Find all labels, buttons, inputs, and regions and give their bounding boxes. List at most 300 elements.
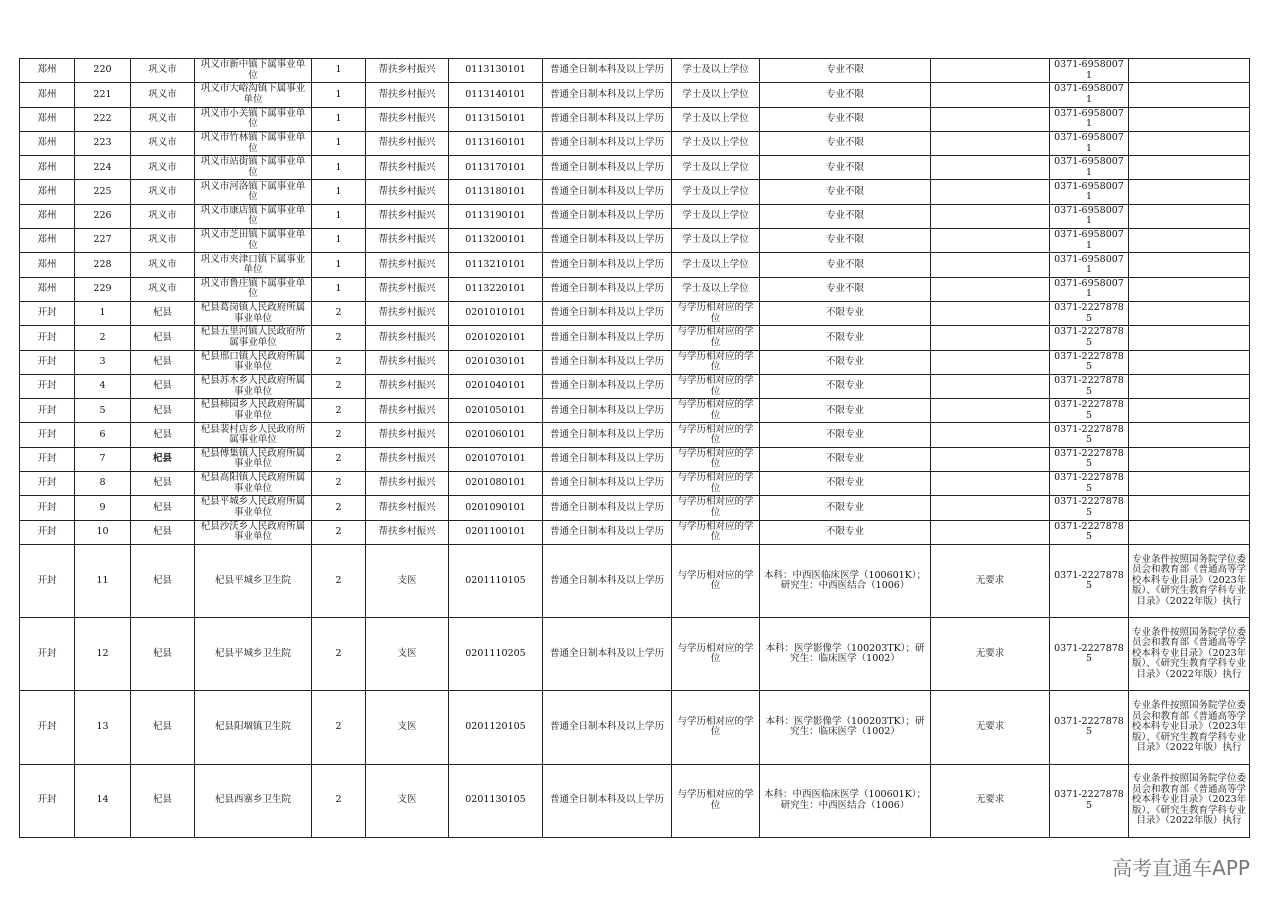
cell-unit: 杞县裴村店乡人民政府所属事业单位 bbox=[195, 423, 312, 447]
cell-count: 1 bbox=[312, 180, 366, 204]
cell-degree: 与学历相对应的学位 bbox=[672, 544, 760, 617]
cell-edu: 普通全日制本科及以上学历 bbox=[543, 520, 672, 544]
cell-category: 帮扶乡村振兴 bbox=[366, 107, 449, 131]
cell-major: 不限专业 bbox=[760, 447, 931, 471]
cell-no: 227 bbox=[75, 229, 131, 253]
cell-req bbox=[931, 520, 1050, 544]
cell-county: 巩义市 bbox=[131, 131, 195, 155]
cell-edu: 普通全日制本科及以上学历 bbox=[543, 764, 672, 837]
cell-category: 帮扶乡村振兴 bbox=[366, 301, 449, 325]
cell-code: 0113130101 bbox=[449, 59, 543, 83]
cell-code: 0201060101 bbox=[449, 423, 543, 447]
cell-edu: 普通全日制本科及以上学历 bbox=[543, 131, 672, 155]
cell-no: 222 bbox=[75, 107, 131, 131]
cell-req bbox=[931, 59, 1050, 83]
cell-phone: 0371-69580071 bbox=[1050, 204, 1129, 228]
cell-req bbox=[931, 326, 1050, 350]
cell-code: 0201110205 bbox=[449, 618, 543, 691]
cell-edu: 普通全日制本科及以上学历 bbox=[543, 618, 672, 691]
cell-req bbox=[931, 277, 1050, 301]
cell-edu: 普通全日制本科及以上学历 bbox=[543, 83, 672, 107]
cell-phone: 0371-22278785 bbox=[1050, 764, 1129, 837]
table-row bbox=[20, 447, 1250, 471]
cell-count: 2 bbox=[312, 520, 366, 544]
cell-category: 帮扶乡村振兴 bbox=[366, 229, 449, 253]
cell-category: 帮扶乡村振兴 bbox=[366, 399, 449, 423]
cell-count: 2 bbox=[312, 618, 366, 691]
cell-no: 10 bbox=[75, 520, 131, 544]
cell-count: 2 bbox=[312, 374, 366, 398]
cell-category: 帮扶乡村振兴 bbox=[366, 423, 449, 447]
cell-req: 无要求 bbox=[931, 544, 1050, 617]
cell-phone: 0371-22278785 bbox=[1050, 496, 1129, 520]
table-row bbox=[20, 107, 1250, 131]
cell-req bbox=[931, 131, 1050, 155]
cell-unit: 巩义市芝田镇下属事业单位 bbox=[195, 229, 312, 253]
cell-county: 杞县 bbox=[131, 326, 195, 350]
cell-edu: 普通全日制本科及以上学历 bbox=[543, 253, 672, 277]
cell-county: 巩义市 bbox=[131, 253, 195, 277]
cell-code: 0113200101 bbox=[449, 229, 543, 253]
cell-count: 2 bbox=[312, 472, 366, 496]
cell-county: 杞县 bbox=[131, 472, 195, 496]
cell-county: 巩义市 bbox=[131, 156, 195, 180]
cell-city: 郑州 bbox=[20, 277, 75, 301]
cell-no: 3 bbox=[75, 350, 131, 374]
cell-code: 0201050101 bbox=[449, 399, 543, 423]
cell-req bbox=[931, 229, 1050, 253]
cell-code: 0113180101 bbox=[449, 180, 543, 204]
cell-phone: 0371-69580071 bbox=[1050, 107, 1129, 131]
cell-code: 0201070101 bbox=[449, 447, 543, 471]
cell-edu: 普通全日制本科及以上学历 bbox=[543, 229, 672, 253]
cell-unit: 杞县阳堌镇卫生院 bbox=[195, 691, 312, 764]
cell-note bbox=[1129, 107, 1250, 131]
cell-edu: 普通全日制本科及以上学历 bbox=[543, 350, 672, 374]
cell-category: 帮扶乡村振兴 bbox=[366, 180, 449, 204]
cell-category: 帮扶乡村振兴 bbox=[366, 204, 449, 228]
cell-req bbox=[931, 350, 1050, 374]
cell-note bbox=[1129, 156, 1250, 180]
cell-note bbox=[1129, 59, 1250, 83]
cell-unit: 巩义市河洛镇下属事业单位 bbox=[195, 180, 312, 204]
cell-category: 支医 bbox=[366, 618, 449, 691]
cell-city: 郑州 bbox=[20, 229, 75, 253]
cell-county: 杞县 bbox=[131, 496, 195, 520]
cell-note bbox=[1129, 180, 1250, 204]
cell-phone: 0371-22278785 bbox=[1050, 423, 1129, 447]
cell-county: 杞县 bbox=[131, 544, 195, 617]
cell-degree: 与学历相对应的学位 bbox=[672, 326, 760, 350]
cell-edu: 普通全日制本科及以上学历 bbox=[543, 544, 672, 617]
cell-note bbox=[1129, 423, 1250, 447]
table-row bbox=[20, 374, 1250, 398]
cell-major: 不限专业 bbox=[760, 350, 931, 374]
cell-req bbox=[931, 496, 1050, 520]
cell-code: 0201030101 bbox=[449, 350, 543, 374]
cell-major: 不限专业 bbox=[760, 374, 931, 398]
cell-major: 不限专业 bbox=[760, 326, 931, 350]
cell-city: 开封 bbox=[20, 496, 75, 520]
cell-unit: 巩义市大峪沟镇下属事业单位 bbox=[195, 83, 312, 107]
table-row bbox=[20, 156, 1250, 180]
cell-unit: 巩义市康店镇下属事业单位 bbox=[195, 204, 312, 228]
cell-major: 不限专业 bbox=[760, 423, 931, 447]
cell-category: 帮扶乡村振兴 bbox=[366, 520, 449, 544]
cell-degree: 与学历相对应的学位 bbox=[672, 423, 760, 447]
cell-note bbox=[1129, 447, 1250, 471]
cell-major: 专业不限 bbox=[760, 107, 931, 131]
cell-category: 帮扶乡村振兴 bbox=[366, 131, 449, 155]
cell-code: 0201090101 bbox=[449, 496, 543, 520]
table-row bbox=[20, 520, 1250, 544]
cell-county: 杞县 bbox=[131, 691, 195, 764]
cell-city: 开封 bbox=[20, 326, 75, 350]
cell-degree: 与学历相对应的学位 bbox=[672, 691, 760, 764]
cell-category: 帮扶乡村振兴 bbox=[366, 156, 449, 180]
cell-unit: 杞县苏木乡人民政府所属事业单位 bbox=[195, 374, 312, 398]
cell-note bbox=[1129, 229, 1250, 253]
cell-county: 巩义市 bbox=[131, 59, 195, 83]
cell-degree: 与学历相对应的学位 bbox=[672, 520, 760, 544]
cell-degree: 学士及以上学位 bbox=[672, 83, 760, 107]
cell-unit: 巩义市新中镇下属事业单位 bbox=[195, 59, 312, 83]
cell-phone: 0371-69580071 bbox=[1050, 156, 1129, 180]
cell-phone: 0371-22278785 bbox=[1050, 618, 1129, 691]
table-row bbox=[20, 764, 1250, 837]
cell-category: 帮扶乡村振兴 bbox=[366, 350, 449, 374]
cell-unit: 杞县五里河镇人民政府所属事业单位 bbox=[195, 326, 312, 350]
cell-major: 专业不限 bbox=[760, 131, 931, 155]
cell-count: 2 bbox=[312, 423, 366, 447]
cell-unit: 巩义市鲁庄镇下属事业单位 bbox=[195, 277, 312, 301]
cell-note: 专业条件按照国务院学位委员会和教育部《普通高等学校本科专业目录》（2023年版）、《研究生教育学科专业目录》（2022年版）执行 bbox=[1129, 618, 1250, 691]
cell-county: 巩义市 bbox=[131, 107, 195, 131]
cell-degree: 学士及以上学位 bbox=[672, 156, 760, 180]
cell-major: 专业不限 bbox=[760, 204, 931, 228]
cell-major: 本科：中西医临床医学（100601K）；研究生：中西医结合（1006） bbox=[760, 764, 931, 837]
cell-code: 0113170101 bbox=[449, 156, 543, 180]
table-row bbox=[20, 180, 1250, 204]
cell-count: 1 bbox=[312, 277, 366, 301]
cell-phone: 0371-22278785 bbox=[1050, 301, 1129, 325]
cell-phone: 0371-22278785 bbox=[1050, 544, 1129, 617]
cell-county: 巩义市 bbox=[131, 204, 195, 228]
cell-edu: 普通全日制本科及以上学历 bbox=[543, 107, 672, 131]
cell-unit: 杞县葛岗镇人民政府所属事业单位 bbox=[195, 301, 312, 325]
cell-count: 1 bbox=[312, 131, 366, 155]
cell-no: 7 bbox=[75, 447, 131, 471]
cell-major: 本科：医学影像学（100203TK）；研究生：临床医学（1002） bbox=[760, 618, 931, 691]
cell-degree: 与学历相对应的学位 bbox=[672, 447, 760, 471]
cell-count: 2 bbox=[312, 496, 366, 520]
cell-category: 帮扶乡村振兴 bbox=[366, 496, 449, 520]
cell-county: 巩义市 bbox=[131, 180, 195, 204]
cell-city: 郑州 bbox=[20, 156, 75, 180]
cell-degree: 学士及以上学位 bbox=[672, 253, 760, 277]
cell-count: 2 bbox=[312, 326, 366, 350]
cell-code: 0201130105 bbox=[449, 764, 543, 837]
cell-req bbox=[931, 107, 1050, 131]
cell-note bbox=[1129, 520, 1250, 544]
cell-category: 支医 bbox=[366, 544, 449, 617]
cell-no: 12 bbox=[75, 618, 131, 691]
cell-phone: 0371-69580071 bbox=[1050, 59, 1129, 83]
cell-no: 6 bbox=[75, 423, 131, 447]
cell-city: 开封 bbox=[20, 447, 75, 471]
cell-edu: 普通全日制本科及以上学历 bbox=[543, 204, 672, 228]
watermark: 高考直通车APP bbox=[1112, 856, 1250, 880]
cell-major: 专业不限 bbox=[760, 277, 931, 301]
cell-no: 2 bbox=[75, 326, 131, 350]
cell-category: 支医 bbox=[366, 691, 449, 764]
cell-edu: 普通全日制本科及以上学历 bbox=[543, 301, 672, 325]
cell-county: 巩义市 bbox=[131, 229, 195, 253]
table-row bbox=[20, 472, 1250, 496]
cell-code: 0113210101 bbox=[449, 253, 543, 277]
cell-note bbox=[1129, 472, 1250, 496]
cell-no: 225 bbox=[75, 180, 131, 204]
cell-count: 2 bbox=[312, 447, 366, 471]
cell-phone: 0371-69580071 bbox=[1050, 83, 1129, 107]
cell-major: 不限专业 bbox=[760, 301, 931, 325]
cell-no: 228 bbox=[75, 253, 131, 277]
cell-count: 1 bbox=[312, 204, 366, 228]
cell-county: 杞县 bbox=[131, 520, 195, 544]
cell-code: 0113140101 bbox=[449, 83, 543, 107]
cell-category: 帮扶乡村振兴 bbox=[366, 374, 449, 398]
table-row bbox=[20, 544, 1250, 617]
cell-major: 专业不限 bbox=[760, 253, 931, 277]
cell-req: 无要求 bbox=[931, 764, 1050, 837]
cell-unit: 杞县沙沃乡人民政府所属事业单位 bbox=[195, 520, 312, 544]
cell-edu: 普通全日制本科及以上学历 bbox=[543, 423, 672, 447]
cell-unit: 杞县高阳镇人民政府所属事业单位 bbox=[195, 472, 312, 496]
cell-req bbox=[931, 156, 1050, 180]
cell-phone: 0371-22278785 bbox=[1050, 691, 1129, 764]
cell-degree: 与学历相对应的学位 bbox=[672, 472, 760, 496]
cell-city: 郑州 bbox=[20, 253, 75, 277]
cell-req bbox=[931, 399, 1050, 423]
cell-unit: 杞县平城乡卫生院 bbox=[195, 618, 312, 691]
table-row bbox=[20, 204, 1250, 228]
cell-count: 1 bbox=[312, 83, 366, 107]
cell-city: 开封 bbox=[20, 399, 75, 423]
cell-degree: 学士及以上学位 bbox=[672, 180, 760, 204]
cell-code: 0201110105 bbox=[449, 544, 543, 617]
cell-req: 无要求 bbox=[931, 691, 1050, 764]
cell-no: 13 bbox=[75, 691, 131, 764]
table-row bbox=[20, 326, 1250, 350]
cell-city: 开封 bbox=[20, 301, 75, 325]
table-row bbox=[20, 496, 1250, 520]
cell-req bbox=[931, 447, 1050, 471]
cell-count: 1 bbox=[312, 229, 366, 253]
cell-no: 226 bbox=[75, 204, 131, 228]
cell-req bbox=[931, 423, 1050, 447]
cell-note bbox=[1129, 350, 1250, 374]
cell-code: 0201010101 bbox=[449, 301, 543, 325]
table-row bbox=[20, 83, 1250, 107]
table-body bbox=[20, 59, 1250, 838]
table-row bbox=[20, 229, 1250, 253]
cell-phone: 0371-69580071 bbox=[1050, 131, 1129, 155]
cell-category: 帮扶乡村振兴 bbox=[366, 253, 449, 277]
cell-code: 0113150101 bbox=[449, 107, 543, 131]
cell-note bbox=[1129, 374, 1250, 398]
cell-note bbox=[1129, 204, 1250, 228]
cell-no: 5 bbox=[75, 399, 131, 423]
cell-category: 帮扶乡村振兴 bbox=[366, 277, 449, 301]
cell-no: 8 bbox=[75, 472, 131, 496]
cell-phone: 0371-69580071 bbox=[1050, 253, 1129, 277]
cell-degree: 与学历相对应的学位 bbox=[672, 496, 760, 520]
cell-degree: 学士及以上学位 bbox=[672, 59, 760, 83]
cell-major: 不限专业 bbox=[760, 496, 931, 520]
cell-unit: 杞县西寨乡卫生院 bbox=[195, 764, 312, 837]
cell-req bbox=[931, 180, 1050, 204]
cell-req bbox=[931, 253, 1050, 277]
table-row bbox=[20, 691, 1250, 764]
cell-unit: 巩义市站街镇下属事业单位 bbox=[195, 156, 312, 180]
cell-county: 杞县 bbox=[131, 764, 195, 837]
cell-county: 巩义市 bbox=[131, 277, 195, 301]
cell-city: 开封 bbox=[20, 544, 75, 617]
cell-degree: 与学历相对应的学位 bbox=[672, 764, 760, 837]
cell-req bbox=[931, 374, 1050, 398]
cell-code: 0113220101 bbox=[449, 277, 543, 301]
cell-unit: 巩义市夹津口镇下属事业单位 bbox=[195, 253, 312, 277]
cell-degree: 学士及以上学位 bbox=[672, 229, 760, 253]
cell-county: 杞县 bbox=[131, 374, 195, 398]
cell-phone: 0371-22278785 bbox=[1050, 520, 1129, 544]
cell-county: 杞县 bbox=[131, 447, 195, 471]
cell-count: 1 bbox=[312, 107, 366, 131]
cell-count: 1 bbox=[312, 59, 366, 83]
cell-count: 1 bbox=[312, 253, 366, 277]
cell-category: 帮扶乡村振兴 bbox=[366, 326, 449, 350]
cell-note bbox=[1129, 301, 1250, 325]
cell-note bbox=[1129, 496, 1250, 520]
cell-city: 开封 bbox=[20, 764, 75, 837]
cell-county: 杞县 bbox=[131, 399, 195, 423]
cell-req bbox=[931, 83, 1050, 107]
cell-city: 郑州 bbox=[20, 204, 75, 228]
cell-degree: 与学历相对应的学位 bbox=[672, 399, 760, 423]
table-row bbox=[20, 277, 1250, 301]
cell-edu: 普通全日制本科及以上学历 bbox=[543, 180, 672, 204]
table-row bbox=[20, 618, 1250, 691]
cell-no: 1 bbox=[75, 301, 131, 325]
cell-no: 224 bbox=[75, 156, 131, 180]
table-row bbox=[20, 423, 1250, 447]
cell-note bbox=[1129, 399, 1250, 423]
table-row bbox=[20, 301, 1250, 325]
cell-edu: 普通全日制本科及以上学历 bbox=[543, 374, 672, 398]
cell-no: 11 bbox=[75, 544, 131, 617]
cell-category: 帮扶乡村振兴 bbox=[366, 59, 449, 83]
cell-unit: 杞县傅集镇人民政府所属事业单位 bbox=[195, 447, 312, 471]
cell-edu: 普通全日制本科及以上学历 bbox=[543, 326, 672, 350]
cell-city: 开封 bbox=[20, 618, 75, 691]
table-row bbox=[20, 350, 1250, 374]
cell-unit: 巩义市竹林镇下属事业单位 bbox=[195, 131, 312, 155]
table-row bbox=[20, 399, 1250, 423]
cell-note bbox=[1129, 131, 1250, 155]
cell-phone: 0371-22278785 bbox=[1050, 374, 1129, 398]
cell-code: 0113160101 bbox=[449, 131, 543, 155]
cell-req bbox=[931, 204, 1050, 228]
cell-degree: 学士及以上学位 bbox=[672, 131, 760, 155]
cell-major: 不限专业 bbox=[760, 520, 931, 544]
cell-category: 帮扶乡村振兴 bbox=[366, 472, 449, 496]
cell-note: 专业条件按照国务院学位委员会和教育部《普通高等学校本科专业目录》（2023年版）、《研究生教育学科专业目录》（2022年版）执行 bbox=[1129, 544, 1250, 617]
cell-count: 1 bbox=[312, 156, 366, 180]
table-row bbox=[20, 59, 1250, 83]
cell-unit: 杞县平城乡卫生院 bbox=[195, 544, 312, 617]
cell-no: 14 bbox=[75, 764, 131, 837]
cell-county: 杞县 bbox=[131, 618, 195, 691]
cell-unit: 杞县平城乡人民政府所属事业单位 bbox=[195, 496, 312, 520]
cell-degree: 与学历相对应的学位 bbox=[672, 618, 760, 691]
cell-category: 帮扶乡村振兴 bbox=[366, 447, 449, 471]
cell-phone: 0371-22278785 bbox=[1050, 447, 1129, 471]
cell-req bbox=[931, 301, 1050, 325]
cell-phone: 0371-69580071 bbox=[1050, 180, 1129, 204]
cell-count: 2 bbox=[312, 764, 366, 837]
cell-degree: 与学历相对应的学位 bbox=[672, 350, 760, 374]
cell-city: 开封 bbox=[20, 374, 75, 398]
cell-edu: 普通全日制本科及以上学历 bbox=[543, 496, 672, 520]
cell-edu: 普通全日制本科及以上学历 bbox=[543, 59, 672, 83]
cell-edu: 普通全日制本科及以上学历 bbox=[543, 691, 672, 764]
cell-no: 221 bbox=[75, 83, 131, 107]
cell-unit: 巩义市小关镇下属事业单位 bbox=[195, 107, 312, 131]
cell-category: 帮扶乡村振兴 bbox=[366, 83, 449, 107]
cell-count: 2 bbox=[312, 350, 366, 374]
cell-phone: 0371-22278785 bbox=[1050, 399, 1129, 423]
cell-county: 杞县 bbox=[131, 350, 195, 374]
cell-req: 无要求 bbox=[931, 618, 1050, 691]
cell-note bbox=[1129, 326, 1250, 350]
cell-no: 4 bbox=[75, 374, 131, 398]
cell-city: 开封 bbox=[20, 350, 75, 374]
cell-count: 2 bbox=[312, 544, 366, 617]
cell-city: 郑州 bbox=[20, 59, 75, 83]
cell-count: 2 bbox=[312, 399, 366, 423]
cell-code: 0201020101 bbox=[449, 326, 543, 350]
cell-major: 专业不限 bbox=[760, 180, 931, 204]
table-row bbox=[20, 253, 1250, 277]
cell-city: 郑州 bbox=[20, 131, 75, 155]
cell-county: 杞县 bbox=[131, 301, 195, 325]
cell-no: 9 bbox=[75, 496, 131, 520]
cell-degree: 学士及以上学位 bbox=[672, 107, 760, 131]
cell-edu: 普通全日制本科及以上学历 bbox=[543, 472, 672, 496]
cell-major: 本科：医学影像学（100203TK）；研究生：临床医学（1002） bbox=[760, 691, 931, 764]
cell-no: 223 bbox=[75, 131, 131, 155]
cell-code: 0201080101 bbox=[449, 472, 543, 496]
cell-city: 郑州 bbox=[20, 107, 75, 131]
cell-req bbox=[931, 472, 1050, 496]
cell-city: 开封 bbox=[20, 520, 75, 544]
cell-count: 2 bbox=[312, 691, 366, 764]
cell-degree: 与学历相对应的学位 bbox=[672, 301, 760, 325]
cell-major: 不限专业 bbox=[760, 399, 931, 423]
cell-code: 0113190101 bbox=[449, 204, 543, 228]
cell-phone: 0371-22278785 bbox=[1050, 472, 1129, 496]
cell-county: 巩义市 bbox=[131, 83, 195, 107]
